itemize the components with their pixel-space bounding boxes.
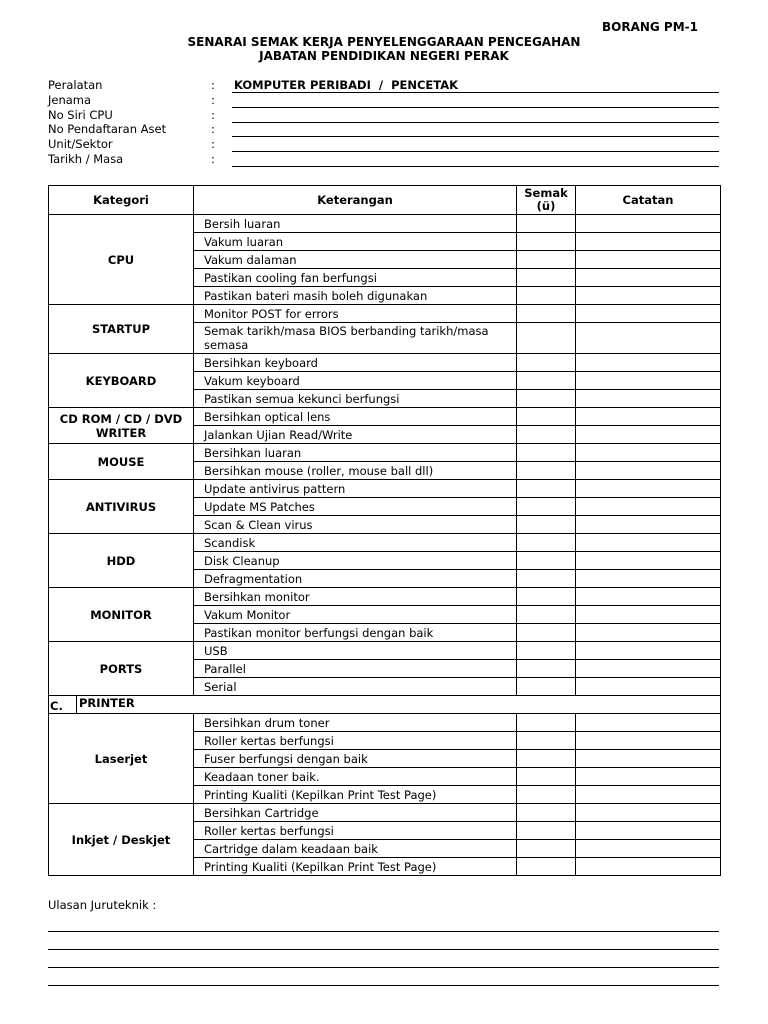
semak-cell: [517, 215, 576, 233]
table-header-row: [49, 186, 721, 215]
category-ports: PORTS: [49, 642, 194, 696]
checklist-row: [49, 408, 721, 426]
catatan-cell: [576, 444, 721, 462]
category-startup: STARTUP: [49, 305, 194, 354]
field-separator: :: [211, 78, 215, 92]
field-no-siri-cpu: [48, 108, 720, 123]
semak-cell: [517, 323, 576, 354]
field-unit-sektor: [48, 137, 720, 152]
catatan-cell: [576, 642, 721, 660]
section-title: PRINTER: [79, 696, 135, 710]
form-title: SENARAI SEMAK KERJA PENYELENGGARAAN PENCEGAHAN: [187, 35, 581, 49]
semak-cell: [517, 804, 576, 822]
task-description: Serial: [194, 678, 517, 696]
checklist-row: [49, 642, 721, 660]
header-semak-label: Semak: [524, 186, 568, 200]
catatan-cell: [576, 660, 721, 678]
task-description: Vakum Monitor: [194, 606, 517, 624]
section-c-cell: [49, 696, 721, 714]
task-description: Pastikan semua kekunci berfungsi: [194, 390, 517, 408]
task-description: Update MS Patches: [194, 498, 517, 516]
category-keyboard: KEYBOARD: [49, 354, 194, 408]
task-description: Bersihkan luaran: [194, 444, 517, 462]
checklist-row: [49, 588, 721, 606]
task-description: Disk Cleanup: [194, 552, 517, 570]
field-tarikh-masa: [48, 152, 720, 167]
catatan-cell: [576, 372, 721, 390]
task-description: Parallel: [194, 660, 517, 678]
task-description: Pastikan cooling fan berfungsi: [194, 269, 517, 287]
task-description: Pastikan bateri masih boleh digunakan: [194, 287, 517, 305]
task-description: Roller kertas berfungsi: [194, 822, 517, 840]
task-description: Printing Kualiti (Kepilkan Print Test Page): [194, 786, 517, 804]
semak-cell: [517, 233, 576, 251]
semak-cell: [517, 642, 576, 660]
task-description: Keadaan toner baik.: [194, 768, 517, 786]
task-description: Semak tarikh/masa BIOS berbanding tarikh/masa semasa: [194, 323, 517, 354]
field-separator: :: [211, 137, 215, 152]
field-fill-line: [232, 137, 719, 152]
task-description: Vakum keyboard: [194, 372, 517, 390]
field-label: No Siri CPU: [48, 107, 113, 122]
task-description: Bersih luaran: [194, 215, 517, 233]
catatan-cell: [576, 552, 721, 570]
task-description: Bersihkan optical lens: [194, 408, 517, 426]
field-label: Tarikh / Masa: [48, 151, 124, 166]
catatan-cell: [576, 858, 721, 876]
task-description: Vakum luaran: [194, 233, 517, 251]
category-inkjet-deskjet: Inkjet / Deskjet: [49, 804, 194, 876]
semak-cell: [517, 660, 576, 678]
catatan-cell: [576, 768, 721, 786]
field-separator: :: [211, 122, 215, 137]
header-kategori: Kategori: [49, 186, 194, 215]
catatan-cell: [576, 786, 721, 804]
catatan-cell: [576, 732, 721, 750]
catatan-cell: [576, 822, 721, 840]
field-jenama: [48, 93, 720, 108]
semak-cell: [517, 444, 576, 462]
task-description: Printing Kualiti (Kepilkan Print Test Page): [194, 858, 517, 876]
checklist-row: [49, 714, 721, 732]
header-catatan: Catatan: [576, 186, 721, 215]
semak-cell: [517, 588, 576, 606]
category-mouse: MOUSE: [49, 444, 194, 480]
catatan-cell: [576, 588, 721, 606]
catatan-cell: [576, 426, 721, 444]
header-semak: [517, 186, 576, 215]
checklist-table: [48, 185, 721, 876]
catatan-cell: [576, 624, 721, 642]
semak-cell: [517, 624, 576, 642]
field-fill-line: [232, 93, 719, 108]
category-cd-dvd-writer: CD ROM / CD / DVD WRITER: [49, 408, 194, 444]
section-c-heading: [49, 696, 720, 713]
category-antivirus: ANTIVIRUS: [49, 480, 194, 534]
semak-cell: [517, 426, 576, 444]
semak-cell: [517, 678, 576, 696]
task-description: Monitor POST for errors: [194, 305, 517, 323]
semak-cell: [517, 269, 576, 287]
checklist-row: [49, 804, 721, 822]
remarks-line: [48, 967, 719, 968]
task-description: Jalankan Ujian Read/Write: [194, 426, 517, 444]
semak-cell: [517, 822, 576, 840]
semak-cell: [517, 840, 576, 858]
field-peralatan: [48, 78, 720, 93]
remarks-line: [48, 949, 719, 950]
catatan-cell: [576, 606, 721, 624]
catatan-cell: [576, 750, 721, 768]
form-subtitle: JABATAN PENDIDIKAN NEGERI PERAK: [259, 49, 509, 63]
semak-cell: [517, 498, 576, 516]
category-hdd: HDD: [49, 534, 194, 588]
catatan-cell: [576, 498, 721, 516]
field-fill-line: [232, 78, 719, 93]
catatan-cell: [576, 287, 721, 305]
semak-cell: [517, 732, 576, 750]
remarks-line: [48, 931, 719, 932]
field-separator: :: [211, 151, 215, 166]
field-fill-line: [232, 152, 719, 167]
catatan-cell: [576, 714, 721, 732]
semak-cell: [517, 516, 576, 534]
catatan-cell: [576, 840, 721, 858]
field-label: No Pendaftaran Aset: [48, 122, 167, 137]
task-description: Update antivirus pattern: [194, 480, 517, 498]
section-marker: C.: [49, 696, 77, 713]
catatan-cell: [576, 251, 721, 269]
header-semak-symbol: (ü): [536, 199, 556, 213]
catatan-cell: [576, 480, 721, 498]
field-label: Jenama: [48, 92, 92, 107]
semak-cell: [517, 714, 576, 732]
field-fill-line: [232, 122, 719, 137]
semak-cell: [517, 534, 576, 552]
checklist-row: [49, 354, 721, 372]
category-cpu: CPU: [49, 215, 194, 305]
equipment-info-fields: [48, 78, 720, 167]
task-description: Cartridge dalam keadaan baik: [194, 840, 517, 858]
header-keterangan: Keterangan: [194, 186, 517, 215]
catatan-cell: [576, 305, 721, 323]
semak-cell: [517, 372, 576, 390]
task-description: Bersihkan monitor: [194, 588, 517, 606]
catatan-cell: [576, 323, 721, 354]
catatan-cell: [576, 408, 721, 426]
catatan-cell: [576, 804, 721, 822]
catatan-cell: [576, 354, 721, 372]
task-description: Pastikan monitor berfungsi dengan baik: [194, 624, 517, 642]
catatan-cell: [576, 390, 721, 408]
catatan-cell: [576, 534, 721, 552]
checklist-row: [49, 444, 721, 462]
form-code: BORANG PM-1: [601, 20, 698, 34]
task-description: Bersihkan Cartridge: [194, 804, 517, 822]
remarks-line: [48, 985, 719, 986]
semak-cell: [517, 570, 576, 588]
catatan-cell: [576, 215, 721, 233]
task-description: Scandisk: [194, 534, 517, 552]
remarks-label: Ulasan Juruteknik :: [48, 898, 157, 912]
category-laserjet: Laserjet: [49, 714, 194, 804]
checklist-row: [49, 480, 721, 498]
task-description: Scan & Clean virus: [194, 516, 517, 534]
semak-cell: [517, 480, 576, 498]
semak-cell: [517, 786, 576, 804]
field-label: Unit/Sektor: [48, 137, 113, 152]
catatan-cell: [576, 516, 721, 534]
semak-cell: [517, 354, 576, 372]
field-value: KOMPUTER PERIBADI / PENCETAK: [234, 78, 459, 92]
checklist-row: [49, 534, 721, 552]
semak-cell: [517, 552, 576, 570]
semak-cell: [517, 408, 576, 426]
catatan-cell: [576, 269, 721, 287]
catatan-cell: [576, 462, 721, 480]
semak-cell: [517, 768, 576, 786]
catatan-cell: [576, 233, 721, 251]
semak-cell: [517, 305, 576, 323]
catatan-cell: [576, 570, 721, 588]
task-description: Defragmentation: [194, 570, 517, 588]
semak-cell: [517, 750, 576, 768]
semak-cell: [517, 251, 576, 269]
task-description: Vakum dalaman: [194, 251, 517, 269]
task-description: Roller kertas berfungsi: [194, 732, 517, 750]
semak-cell: [517, 858, 576, 876]
field-no-pendaftaran-aset: [48, 122, 720, 137]
catatan-cell: [576, 678, 721, 696]
field-label: Peralatan: [48, 78, 103, 92]
section-c-row: [49, 696, 721, 714]
task-description: Fuser berfungsi dengan baik: [194, 750, 517, 768]
task-description: Bersihkan drum toner: [194, 714, 517, 732]
field-separator: :: [211, 107, 215, 122]
task-description: USB: [194, 642, 517, 660]
semak-cell: [517, 390, 576, 408]
field-fill-line: [232, 108, 719, 123]
task-description: Bersihkan keyboard: [194, 354, 517, 372]
checklist-row: [49, 215, 721, 233]
category-monitor: MONITOR: [49, 588, 194, 642]
semak-cell: [517, 287, 576, 305]
task-description: Bersihkan mouse (roller, mouse ball dll): [194, 462, 517, 480]
field-separator: :: [211, 92, 215, 107]
checklist-row: [49, 305, 721, 323]
semak-cell: [517, 462, 576, 480]
semak-cell: [517, 606, 576, 624]
